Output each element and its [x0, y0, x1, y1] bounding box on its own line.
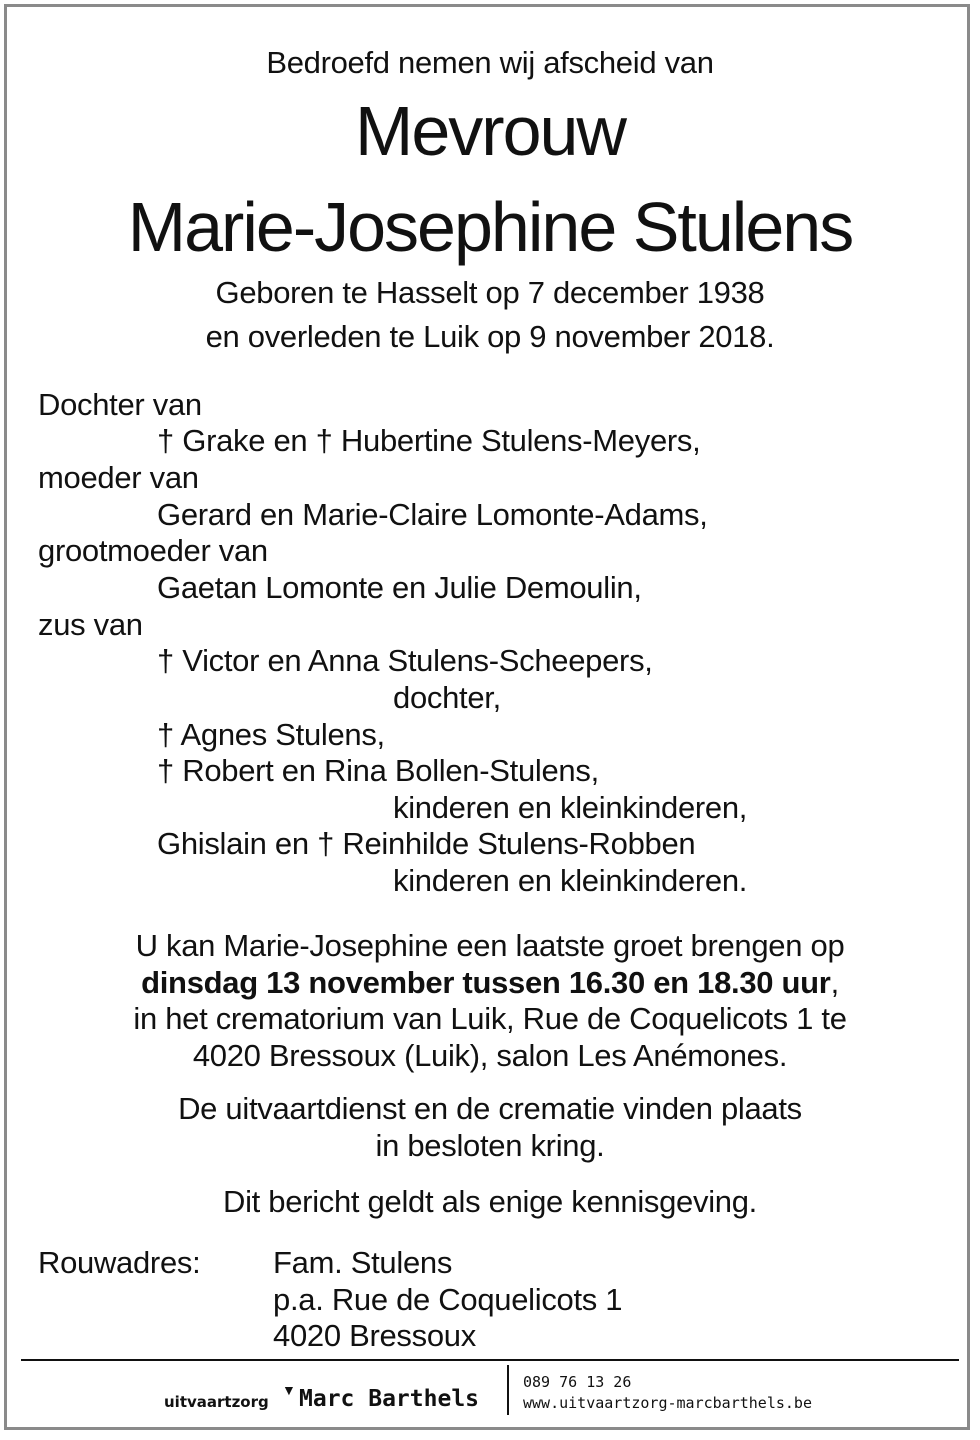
ceremony-line-1: De uitvaartdienst en de crematie vinden plaats — [178, 1091, 802, 1126]
ceremony-line-2: in besloten kring. — [375, 1128, 605, 1163]
footer-phone: 089 76 13 26 — [523, 1373, 632, 1391]
sibling-line-1: † Victor en Anna Stulens-Scheepers, — [157, 643, 653, 678]
visit-line-1: U kan Marie-Josephine een laatste groet brengen op — [135, 928, 845, 963]
address-line-1: Fam. Stulens — [273, 1245, 453, 1280]
death-text: en overleden te Luik op 9 november 2018. — [205, 319, 775, 354]
brand-name: Marc Barthels — [299, 1386, 480, 1412]
title-text: Mevrouw — [355, 92, 625, 170]
visit-date-line — [7, 965, 973, 1001]
brand-prefix: uitvaartzorg — [164, 1393, 269, 1411]
children-line: Gerard en Marie-Claire Lomonte-Adams, — [157, 497, 708, 532]
address-line-3: 4020 Bressoux — [273, 1318, 476, 1353]
visit-line-4: 4020 Bressoux (Luik), salon Les Anémones. — [192, 1038, 788, 1073]
label-moeder-van: moeder van — [38, 460, 199, 495]
grandchildren-line: Gaetan Lomonte en Julie Demoulin, — [157, 570, 642, 605]
visit-line-3: in het crematorium van Luik, Rue de Coquelicots 1 te — [133, 1001, 847, 1036]
sibling-line-4: Ghislain en † Reinhilde Stulens-Robben — [157, 826, 696, 861]
visit-date-bold: dinsdag 13 november tussen 16.30 en 18.30 uur — [141, 965, 831, 1000]
label-dochter-van: Dochter van — [38, 387, 202, 422]
parents-line: † Grake en † Hubertine Stulens-Meyers, — [157, 423, 701, 458]
sibling-line-3: † Robert en Rina Bollen-Stulens, — [157, 753, 599, 788]
sibling-note-1: dochter, — [393, 680, 501, 715]
label-grootmoeder-van: grootmoeder van — [38, 533, 268, 568]
footer-divider — [21, 1359, 959, 1361]
sibling-note-4: kinderen en kleinkinderen. — [393, 863, 748, 898]
notice-text: Dit bericht geldt als enige kennisgeving. — [223, 1184, 757, 1219]
footer-separator — [507, 1365, 509, 1415]
address-line-2: p.a. Rue de Coquelicots 1 — [273, 1282, 623, 1317]
intro-text: Bedroefd nemen wij afscheid van — [266, 45, 714, 80]
footer-website: www.uitvaartzorg-marcbarthels.be — [523, 1394, 812, 1412]
visit-date-comma: , — [830, 965, 839, 1000]
brand-triangle-icon: ▼ — [282, 1382, 296, 1398]
deceased-name: Marie-Josephine Stulens — [127, 188, 853, 266]
birth-text: Geboren te Hasselt op 7 december 1938 — [215, 275, 765, 310]
sibling-line-2: † Agnes Stulens, — [157, 717, 385, 752]
address-label: Rouwadres: — [38, 1245, 201, 1280]
death-notice-card — [4, 4, 970, 1430]
sibling-note-3: kinderen en kleinkinderen, — [393, 790, 748, 825]
label-zus-van: zus van — [38, 607, 143, 642]
